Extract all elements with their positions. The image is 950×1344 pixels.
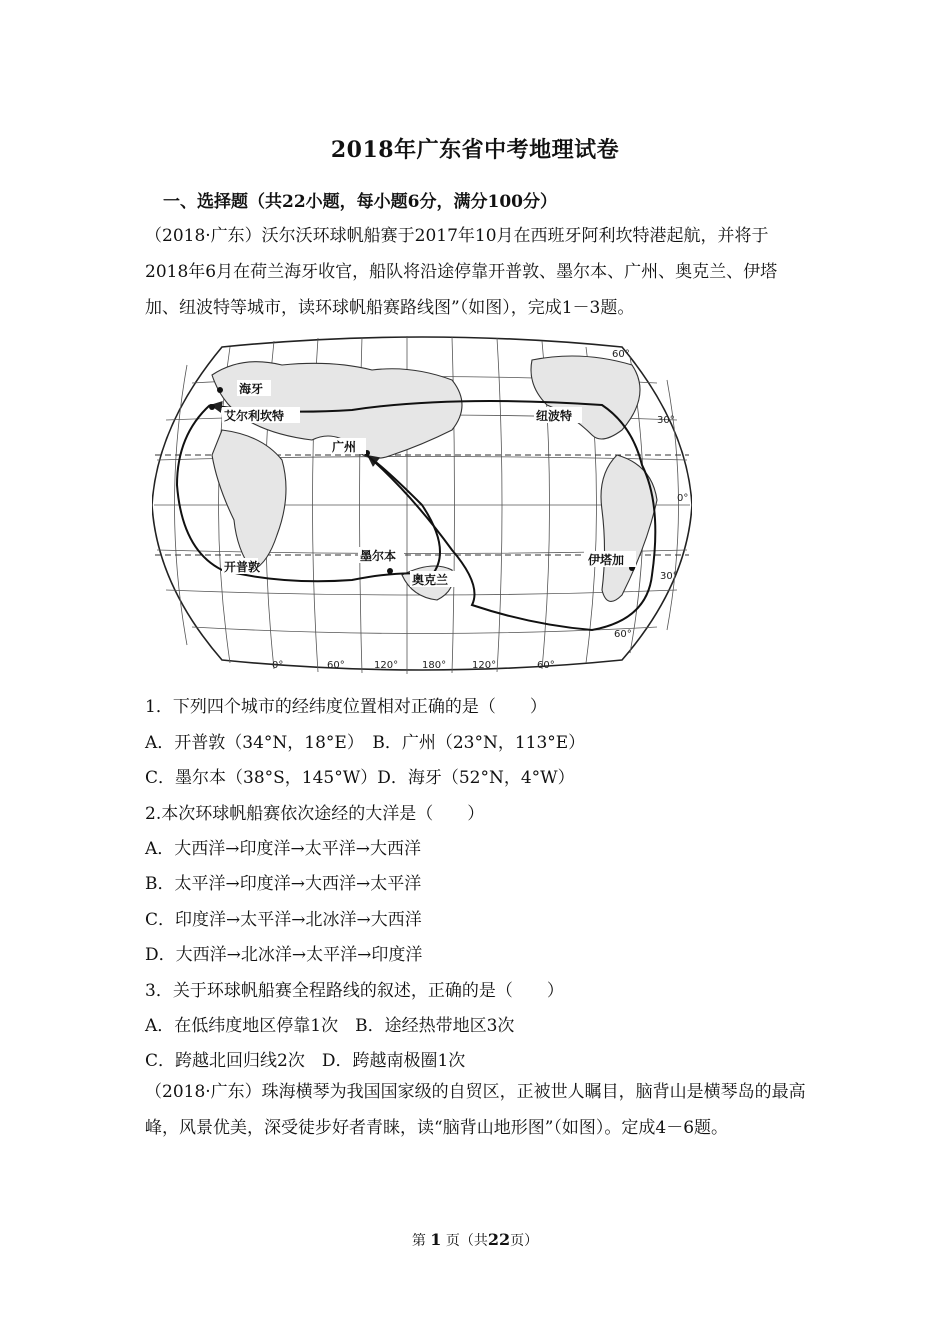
label-haiya: 海牙 xyxy=(239,382,264,396)
lat-tick: 60° xyxy=(614,629,632,640)
q2-option-c: C．印度洋→太平洋→北冰洋→大西洋 xyxy=(145,910,422,930)
footer-post: 页） xyxy=(510,1233,539,1249)
intro-paragraph-2: （2018·广东）珠海横琴为我国国家级的自贸区，正被世人瞩目，脑背山是横琴岛的最高峰，风景优美，深受徒步好者青睐，读“脑背山地形图”（如图）。定成4－6题。 xyxy=(145,1082,806,1138)
section-heading: 一、选择题（共22小题，每小题6分，满分100分） xyxy=(163,192,557,212)
q1-stem: 1．下列四个城市的经纬度位置相对正确的是（ ） xyxy=(145,697,547,717)
q3-options-ab: A．在低纬度地区停靠1次 B．途经热带地区3次 xyxy=(145,1016,515,1036)
q2-option-b: B．太平洋→印度洋→大西洋→太平洋 xyxy=(145,874,422,894)
footer-total-pages: 22 xyxy=(487,1230,511,1249)
q3-options-cd: C．跨越北回归线2次 D．跨越南极圈1次 xyxy=(145,1051,466,1071)
footer-mid: 页（共 xyxy=(445,1233,488,1249)
q1-options-ab: A．开普敦（34°N，18°E） B．广州（23°N，113°E） xyxy=(145,733,586,753)
label-yitajia: 伊塔加 xyxy=(588,553,625,567)
page-title: 2018年广东省中考地理试卷 xyxy=(330,137,620,163)
q1-options-cd: C．墨尔本（38°S，145°W）D．海牙（52°N，4°W） xyxy=(145,768,575,788)
lat-tick: 60° xyxy=(612,349,630,360)
lon-tick: 0° xyxy=(272,660,284,671)
q2-option-a: A．大西洋→印度洋→太平洋→大西洋 xyxy=(145,839,422,859)
q3-stem: 3．关于环球帆船赛全程路线的叙述，正确的是（ ） xyxy=(145,981,564,1001)
footer-pre: 第 xyxy=(411,1233,426,1249)
world-map-figure xyxy=(152,335,692,675)
intro-paragraph-1: （2018·广东）沃尔沃环球帆船赛于2017年10月在西班牙阿利坎特港起航，并将于2018年6月在荷兰海牙收官，船队将沿途停靠开普敦、墨尔本、广州、奥克兰、伊塔加、纽波特等城市，读环球帆船赛路线图”（如图），完成1－3题。 xyxy=(145,226,778,318)
lon-tick: 120° xyxy=(472,660,497,671)
lon-tick: 120° xyxy=(374,660,399,671)
label-aokelan: 奥克兰 xyxy=(412,573,449,587)
label-kaipudun: 开普敦 xyxy=(224,560,261,574)
label-niubote: 纽波特 xyxy=(536,409,573,423)
lon-tick: 60° xyxy=(537,660,555,671)
page-footer xyxy=(0,1230,950,1250)
lon-tick: 60° xyxy=(327,660,345,671)
lat-tick: 30° xyxy=(660,571,678,582)
q2-stem: 2.本次环球帆船赛依次途经的大洋是（ ） xyxy=(145,804,485,824)
lat-tick: 0° xyxy=(677,493,689,504)
label-moerben: 墨尔本 xyxy=(360,549,397,563)
label-guangzhou: 广州 xyxy=(332,440,357,454)
lat-tick: 30° xyxy=(657,415,675,426)
lon-tick: 180° xyxy=(422,660,447,671)
label-alikante: 艾尔利坎特 xyxy=(224,409,285,423)
q2-option-d: D．大西洋→北冰洋→太平洋→印度洋 xyxy=(145,945,423,965)
footer-page-number: 1 xyxy=(430,1230,442,1249)
